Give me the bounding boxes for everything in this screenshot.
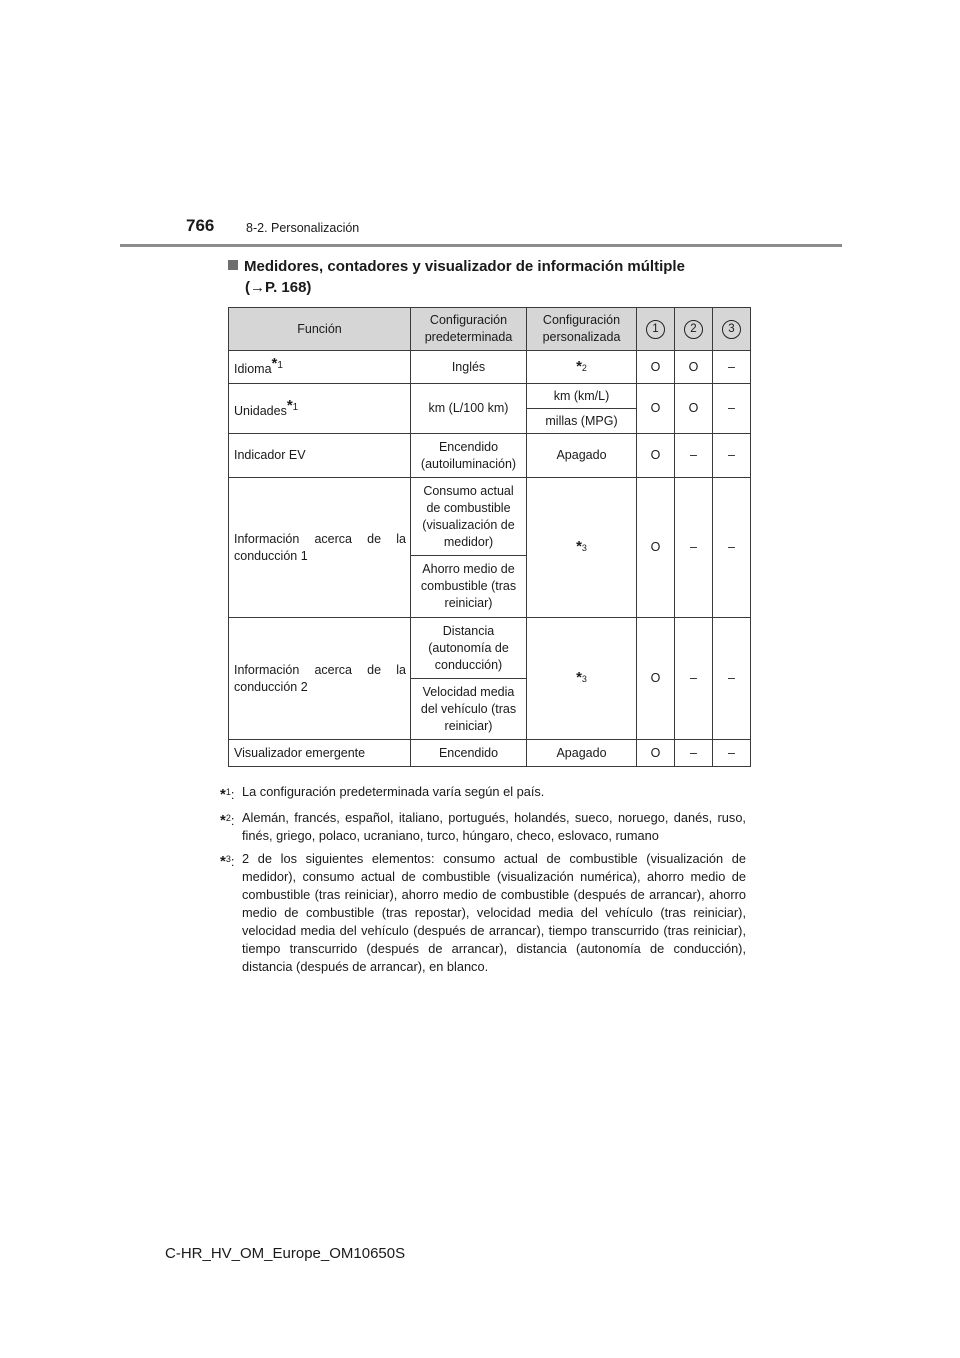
row-c2: O — [675, 384, 713, 434]
circle-1-icon: 1 — [646, 320, 665, 339]
row-c3: – — [713, 740, 751, 767]
footnote-text: Alemán, francés, español, italiano, portugués, holandés, sueco, noruego, danés, ruso, finés, griego, polaco, ucraniano, turco, húngaro, checo, eslovaco, rumano — [242, 810, 746, 843]
page-number: 766 — [186, 216, 215, 235]
row-c2: – — [675, 740, 713, 767]
table-row — [229, 618, 751, 679]
row-default: km (L/100 km) — [411, 384, 527, 434]
circle-3-icon: 3 — [722, 320, 741, 339]
row-c3: – — [713, 434, 751, 478]
header-col1 — [637, 308, 675, 351]
header-col2 — [675, 308, 713, 351]
row-custom: km (km/L) — [527, 384, 637, 409]
row-default: Velocidad media del vehículo (tras reiniciar) — [411, 679, 527, 740]
header-default: Configuración predeterminada — [411, 308, 527, 351]
footnote-1: *$^1$: La configuración predeterminada varía según el país. — [220, 783, 746, 804]
row-c3: – — [713, 351, 751, 384]
footnote-3: *$^3$: 2 de los siguientes elementos: consumo actual de combustible (visualización de medidor), consumo actual de combustible (visualización numérica), ahorro medio de combustible (tras reiniciar), ahorro medio de combustible (después de arrancar), ahorro medio de combustible (tras repostar), velocidad media del vehículo (tras reiniciar), velocidad media del vehículo (después de arrancar), tiempo transcurrido (tras reiniciar), tiempo transcurrido (después de arrancar), distancia (autonomía de conducción), distancia (después de arrancar), en blanco. — [220, 851, 746, 974]
row-custom: *2 — [527, 351, 637, 384]
row-c2: – — [675, 478, 713, 618]
row-c2: – — [675, 434, 713, 478]
header-rule — [120, 244, 842, 247]
row-c3: – — [713, 478, 751, 618]
table-row — [229, 478, 751, 556]
subsection-heading — [228, 256, 685, 298]
row-c1: O — [637, 478, 675, 618]
row-default: Consumo actual de combustible (visualización de medidor) — [411, 478, 527, 556]
section-title: 8-2. Personalización — [246, 221, 360, 235]
row-c1: O — [637, 434, 675, 478]
row-c1: O — [637, 351, 675, 384]
row-c2: – — [675, 618, 713, 740]
row-default: Encendido — [411, 740, 527, 767]
footnote-text: 2 de los siguientes elementos: consumo actual de combustible (visualización de medidor), consumo actual de combustible (visualización numérica), ahorro medio de combustible (tras reiniciar), ahorro medio de combustible (después de arrancar), ahorro medio de combustible (tras repostar), velocidad media del vehículo (tras reiniciar), velocidad media del vehículo (después de arrancar), tiempo transcurrido (tras reiniciar), tiempo transcurrido (después de arrancar), distancia (autonomía de conducción), distancia (después de arrancar), en blanco. — [242, 851, 746, 974]
row-c3: – — [713, 384, 751, 434]
row-default: Distancia (autonomía de conducción) — [411, 618, 527, 679]
header-col3 — [713, 308, 751, 351]
circle-2-icon: 2 — [684, 320, 703, 339]
table-row — [229, 384, 751, 409]
row-custom: Apagado — [527, 740, 637, 767]
table-row — [229, 351, 751, 384]
heading-page-ref: (→P. 168) — [245, 279, 312, 296]
row-c1: O — [637, 384, 675, 434]
footnotes — [220, 783, 746, 981]
row-function: Visualizador emergente — [229, 740, 411, 767]
row-function: Información acerca de la conducción 2 — [229, 618, 411, 740]
row-function: Información acerca de la conducción 1 — [229, 478, 411, 618]
row-function: Unidades$^{*1}$ — [229, 384, 411, 434]
footnote-2: *$^2$: Alemán, francés, español, italiano, portugués, holandés, sueco, noruego, danés, ruso, finés, griego, polaco, ucraniano, turco, húngaro, checo, eslovaco, rumano — [220, 810, 746, 843]
settings-table — [228, 307, 751, 767]
row-c1: O — [637, 740, 675, 767]
document-id: C-HR_HV_OM_Europe_OM10650S — [165, 1245, 406, 1262]
row-function: Indicador EV — [229, 434, 411, 478]
square-bullet-icon — [228, 260, 238, 270]
footnote-text: La configuración predeterminada varía según el país. — [242, 784, 545, 799]
row-custom: *3 — [527, 618, 637, 740]
row-custom: Apagado — [527, 434, 637, 478]
row-c2: O — [675, 351, 713, 384]
heading-line1: Medidores, contadores y visualizador de información múltiple — [244, 258, 685, 275]
row-c1: O — [637, 618, 675, 740]
table-row — [229, 434, 751, 478]
row-c3: – — [713, 618, 751, 740]
table-row — [229, 740, 751, 767]
table-header-row — [229, 308, 751, 351]
row-function: Idioma$^{*1}$ — [229, 351, 411, 384]
row-default: Inglés — [411, 351, 527, 384]
header-custom: Configuración personalizada — [527, 308, 637, 351]
row-custom: millas (MPG) — [527, 409, 637, 434]
row-custom: *3 — [527, 478, 637, 618]
row-default: Encendido (autoiluminación) — [411, 434, 527, 478]
header-function: Función — [229, 308, 411, 351]
row-default: Ahorro medio de combustible (tras reiniciar) — [411, 556, 527, 618]
